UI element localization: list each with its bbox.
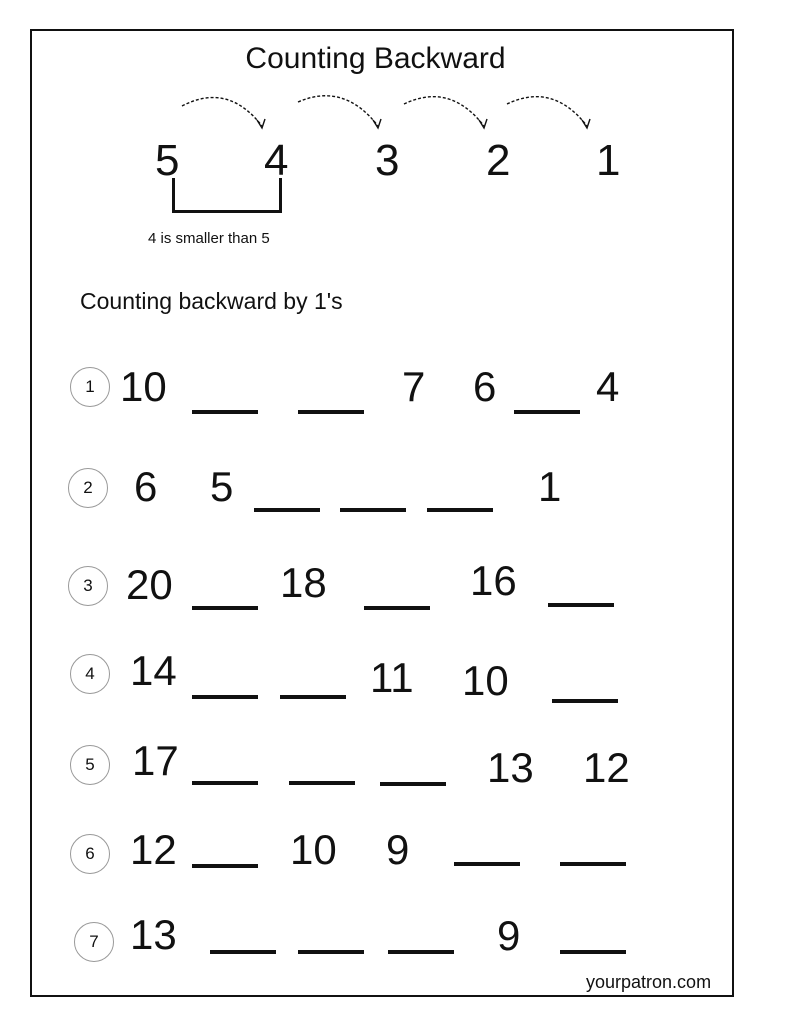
answer-blank[interactable] xyxy=(514,410,580,414)
answer-blank[interactable] xyxy=(427,508,493,512)
sequence-number: 17 xyxy=(132,737,179,784)
arrow-icon xyxy=(178,90,268,132)
answer-blank[interactable] xyxy=(192,410,258,414)
sequence-number: 1 xyxy=(538,463,562,510)
answer-blank[interactable] xyxy=(380,782,446,786)
question-number: 3 xyxy=(68,566,108,606)
answer-blank[interactable] xyxy=(364,606,430,610)
sequence-number: 12 xyxy=(583,744,630,791)
sequence-number: 20 xyxy=(126,561,173,608)
sequence-number: 10 xyxy=(290,826,337,873)
sequence-number: 10 xyxy=(462,657,509,704)
question-number: 6 xyxy=(70,834,110,874)
example-number: 3 xyxy=(375,136,400,185)
answer-blank[interactable] xyxy=(289,781,355,785)
question-number: 1 xyxy=(70,367,110,407)
sequence-number: 13 xyxy=(130,911,177,958)
answer-blank[interactable] xyxy=(388,950,454,954)
section-subtitle: Counting backward by 1's xyxy=(80,288,343,314)
sequence-number: 10 xyxy=(120,363,167,410)
answer-blank[interactable] xyxy=(192,781,258,785)
sequence-number: 6 xyxy=(134,463,158,510)
sequence-number: 14 xyxy=(130,647,177,694)
example-note: 4 is smaller than 5 xyxy=(148,230,270,247)
sequence-number: 11 xyxy=(370,654,414,701)
answer-blank[interactable] xyxy=(548,603,614,607)
arrow-icon xyxy=(294,90,384,132)
answer-blank[interactable] xyxy=(298,950,364,954)
sequence-number: 4 xyxy=(596,363,620,410)
answer-blank[interactable] xyxy=(192,606,258,610)
arrow-icon xyxy=(400,90,490,132)
example-number: 2 xyxy=(486,136,511,185)
answer-blank[interactable] xyxy=(210,950,276,954)
worksheet-title: Counting Backward xyxy=(245,42,506,75)
answer-blank[interactable] xyxy=(454,862,520,866)
sequence-number: 9 xyxy=(497,912,521,959)
sequence-number: 5 xyxy=(210,463,234,510)
question-number: 7 xyxy=(74,922,114,962)
footer-website: yourpatron.com xyxy=(586,972,712,992)
example-number: 4 xyxy=(264,136,289,185)
sequence-number: 18 xyxy=(280,559,327,606)
sequence-number: 9 xyxy=(386,826,410,873)
answer-blank[interactable] xyxy=(560,862,626,866)
arrow-icon xyxy=(503,90,593,132)
question-number: 2 xyxy=(68,468,108,508)
answer-blank[interactable] xyxy=(298,410,364,414)
answer-blank[interactable] xyxy=(340,508,406,512)
comparison-bracket xyxy=(172,178,282,213)
answer-blank[interactable] xyxy=(552,699,618,703)
question-number: 5 xyxy=(70,745,110,785)
answer-blank[interactable] xyxy=(192,695,258,699)
answer-blank[interactable] xyxy=(254,508,320,512)
sequence-number: 6 xyxy=(473,363,497,410)
sequence-number: 16 xyxy=(470,557,517,604)
sequence-number: 13 xyxy=(487,744,534,791)
example-number: 5 xyxy=(155,136,180,185)
sequence-number: 7 xyxy=(402,363,426,410)
answer-blank[interactable] xyxy=(560,950,626,954)
sequence-number: 12 xyxy=(130,826,177,873)
example-number: 1 xyxy=(596,136,621,185)
answer-blank[interactable] xyxy=(280,695,346,699)
question-number: 4 xyxy=(70,654,110,694)
answer-blank[interactable] xyxy=(192,864,258,868)
